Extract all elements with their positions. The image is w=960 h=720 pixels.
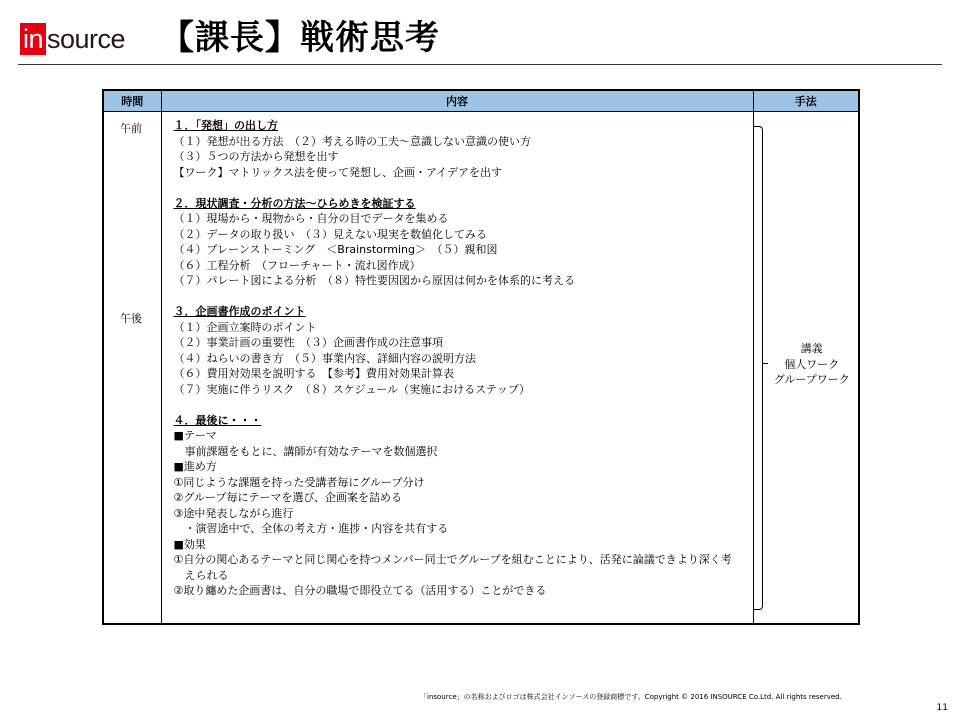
- table-header-row: [103, 90, 859, 112]
- section-2-heading: ２．現状調査・分析の方法～ひらめきを検証する: [173, 196, 416, 210]
- section-2-line: （２）データの取り扱い （３）見えない現実を数値化してみる: [173, 227, 487, 241]
- insource-logo: [20, 23, 125, 55]
- section-3-line: （４）ねらいの書き方 （５）事業内容、詳細内容の説明方法: [173, 351, 476, 365]
- method-list: [766, 341, 859, 388]
- section-4-line: 事前課題をもとに、講師が有効なテーマを数個選択: [173, 444, 438, 458]
- time-morning: 午前: [120, 122, 142, 135]
- header-time: 時間: [103, 90, 161, 112]
- section-3-heading: ３．企画書作成のポイント: [173, 305, 306, 318]
- section-4-line: ①自分の関心あるテーマと同じ関心を持つメンバー同士でグループを組むことにより、活発に論議できより深く考: [173, 553, 732, 566]
- method-item: 講義: [800, 342, 823, 355]
- header-content: 内容: [161, 90, 753, 112]
- section-4-line: ③途中発表しながら進行: [173, 506, 294, 520]
- content-cell: [161, 112, 753, 625]
- method-item: グループワーク: [773, 373, 850, 386]
- page-number: 11: [936, 703, 948, 713]
- method-cell: [753, 112, 859, 625]
- section-4-line: ■進め方: [173, 460, 217, 473]
- section-4-line: えられる: [173, 568, 229, 582]
- copyright-notice: 「insource」の名称およびロゴは株式会社インソースの登録商標です。Copyright © 2016 INSOURCE Co.Ltd. All rights reserved.: [420, 693, 842, 701]
- time-cell: [103, 112, 161, 625]
- section-3-line: （１）企画立案時のポイント: [173, 320, 317, 334]
- section-1-heading: １．「発想」の出し方: [173, 119, 278, 132]
- schedule-table: [102, 89, 860, 625]
- section-4-line: ■テーマ: [173, 429, 217, 442]
- section-2-line: （１）現場から・現物から・自分の目でデータを集める: [173, 212, 449, 225]
- section-1-line: （１）発想が出る方法 （２）考える時の工夫～意識しない意識の使い方: [173, 134, 531, 148]
- page-title: 【課長】戦術思考: [160, 18, 440, 58]
- section-1-line: （３）５つの方法から発想を出す: [173, 150, 339, 163]
- header-method: 手法: [753, 90, 859, 112]
- logo-mark: in: [20, 23, 46, 55]
- time-afternoon: 午後: [120, 312, 142, 325]
- section-2-line: （４）ブレーンストーミング ＜Brainstorming＞ （５）親和図: [173, 243, 498, 256]
- bracket-shape: [754, 126, 763, 610]
- section-4-line: ①同じような課題を持った受講者毎にグループ分け: [173, 475, 425, 489]
- section-2-line: （６）工程分析 （フローチャート・流れ図作成）: [173, 258, 421, 272]
- section-4-heading: ４．最後に・・・: [173, 413, 262, 427]
- section-2-line: （７）パレート図による分析 （８）特性要因図から原因は何かを体系的に考える: [173, 274, 575, 287]
- section-1-line: 【ワーク】マトリックス法を使って発想し、企画・アイデアを出す: [173, 165, 502, 179]
- logo-text: source: [47, 24, 126, 54]
- section-4-line: ②グループ毎にテーマを選び、企画案を詰める: [173, 491, 403, 504]
- title-divider: [18, 64, 942, 65]
- section-4-line: ・演習途中で、全体の考え方・進捗・内容を共有する: [173, 522, 449, 535]
- section-4-line: ②取り纏めた企画書は、自分の職場で即役立てる（活用する）ことができる: [173, 584, 547, 597]
- method-item: 個人ワーク: [784, 357, 840, 371]
- section-3-line: （６）費用対効果を説明する 【参考】費用対効果計算表: [173, 367, 454, 380]
- section-3-line: （２）事業計画の重要性 （３）企画書作成の注意事項: [173, 336, 443, 349]
- section-3-line: （７）実施に伴うリスク （８）スケジュール（実施におけるステップ）: [173, 382, 531, 396]
- table-row: [103, 112, 859, 625]
- section-4-line: ■効果: [173, 537, 206, 551]
